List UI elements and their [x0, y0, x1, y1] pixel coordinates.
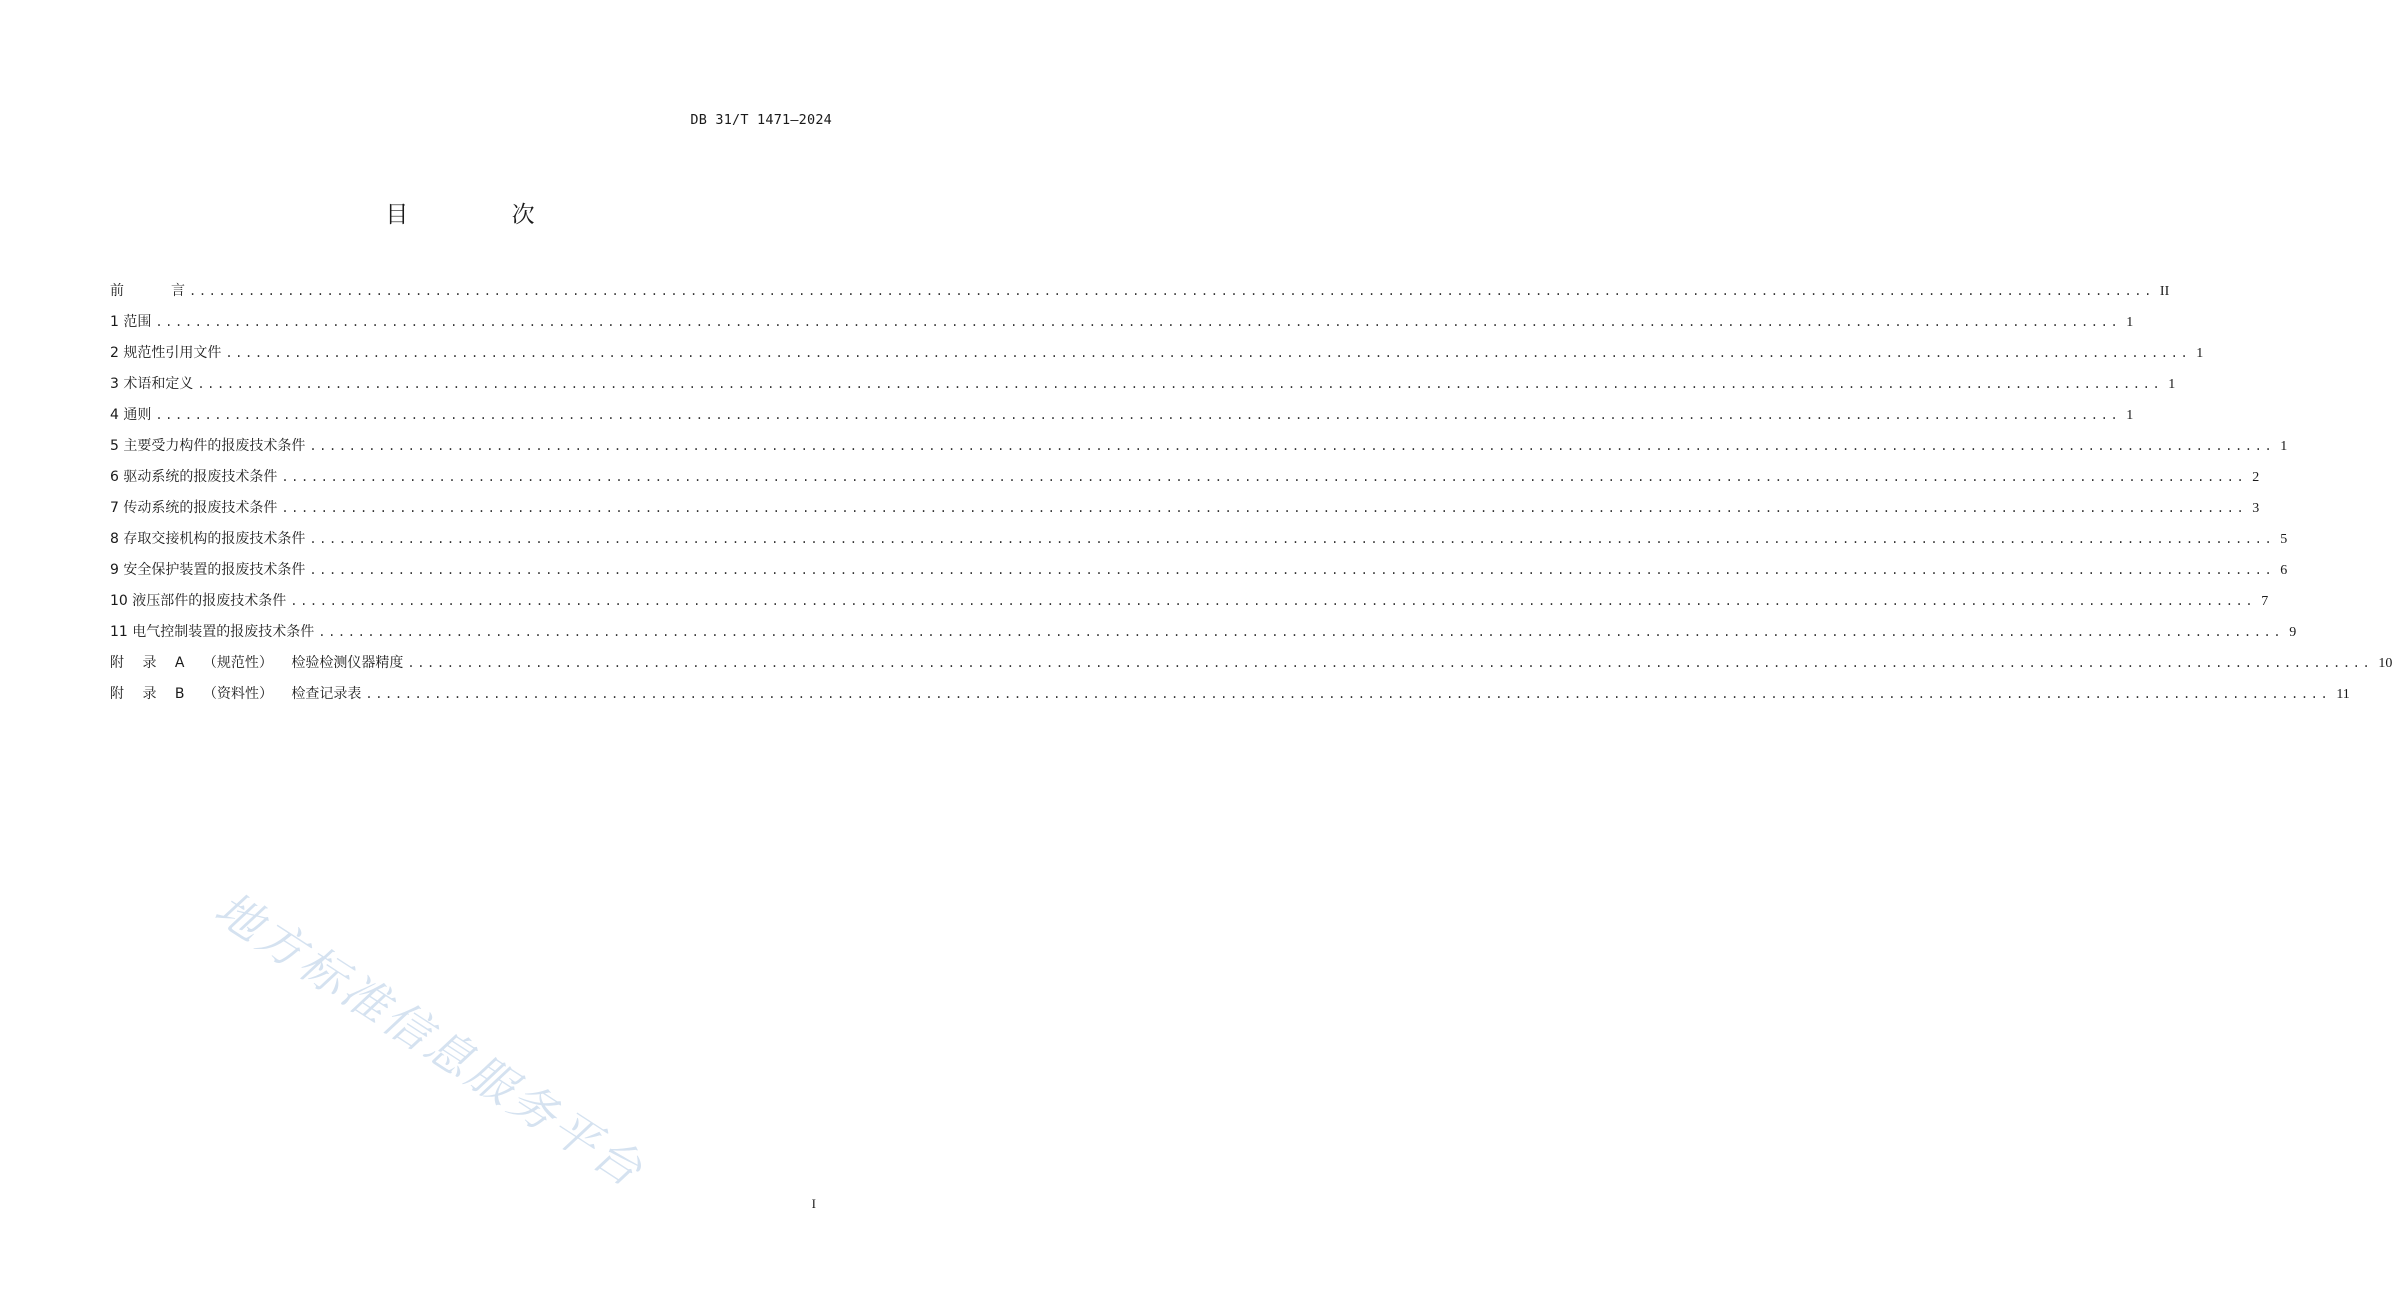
toc-entry[interactable] [110, 309, 2134, 340]
toc-entry[interactable] [110, 464, 2260, 495]
toc-entry[interactable] [110, 433, 2288, 464]
toc-leader-dots: ........................................................................................................................................................................................................ [189, 284, 2154, 298]
toc-entry-label [110, 278, 185, 304]
toc-entry-label: 4 通则 [110, 407, 152, 423]
toc-entry-label: 附 录 B （资料性） 检查记录表 [110, 686, 362, 702]
toc-entry-label: 附 录 A （规范性） 检验检测仪器精度 [110, 655, 404, 671]
toc-leader-dots: ........................................................................................................................................................................................................ [407, 656, 2373, 670]
toc-page-number: II [2159, 284, 2170, 299]
page-title: 目 次 [385, 202, 583, 228]
toc-page-number: 1 [2126, 408, 2134, 423]
toc-entry-label: 8 存取交接机构的报废技术条件 [110, 531, 306, 547]
toc-leader-dots: ........................................................................................................................................................................................................ [309, 563, 2275, 577]
toc-page-number: 2 [2252, 470, 2260, 485]
toc-leader-dots: ........................................................................................................................................................................................................ [281, 501, 2247, 515]
table-of-contents [110, 278, 2392, 712]
toc-entry[interactable] [110, 557, 2288, 588]
toc-entry-appendix-a[interactable] [110, 650, 2392, 681]
toc-entry[interactable] [110, 588, 2269, 619]
toc-leader-dots: ........................................................................................................................................................................................................ [309, 439, 2275, 453]
toc-entry-label: 3 术语和定义 [110, 376, 194, 392]
toc-entry[interactable] [110, 340, 2204, 371]
toc-page-number: 7 [2261, 594, 2269, 609]
toc-leader-dots: ........................................................................................................................................................................................................ [225, 346, 2191, 360]
toc-leader-dots: ........................................................................................................................................................................................................ [290, 594, 2256, 608]
toc-page-number: 1 [2196, 346, 2204, 361]
toc-leader-dots: ........................................................................................................................................................................................................ [155, 315, 2121, 329]
toc-entry[interactable] [110, 371, 2176, 402]
toc-leader-dots: ........................................................................................................................................................................................................ [155, 408, 2121, 422]
toc-entry[interactable] [110, 619, 2297, 650]
document-code: DB 31/T 1471—2024 [690, 112, 832, 128]
toc-leader-dots: ........................................................................................................................................................................................................ [318, 625, 2284, 639]
toc-page-number: 9 [2289, 625, 2297, 640]
toc-entry-preface[interactable] [110, 278, 2170, 309]
toc-page-number: 6 [2280, 563, 2288, 578]
toc-entry-appendix-b[interactable] [110, 681, 2350, 712]
toc-leader-dots: ........................................................................................................................................................................................................ [281, 470, 2247, 484]
footer-page-number: I [811, 1196, 816, 1211]
toc-entry-label: 10 液压部件的报废技术条件 [110, 593, 287, 609]
toc-page-number: 11 [2336, 687, 2350, 702]
toc-entry[interactable] [110, 495, 2260, 526]
toc-page-number: 3 [2252, 501, 2260, 516]
toc-entry[interactable] [110, 526, 2288, 557]
toc-entry-label-part: 前 [110, 283, 124, 299]
toc-leader-dots: ........................................................................................................................................................................................................ [309, 532, 2275, 546]
toc-page-number: 1 [2168, 377, 2176, 392]
toc-entry[interactable] [110, 402, 2134, 433]
toc-entry-label: 7 传动系统的报废技术条件 [110, 500, 278, 516]
toc-entry-label: 6 驱动系统的报废技术条件 [110, 469, 278, 485]
toc-page-number: 10 [2378, 656, 2392, 671]
toc-entry-label: 11 电气控制装置的报废技术条件 [110, 624, 315, 640]
toc-leader-dots: ........................................................................................................................................................................................................ [365, 687, 2331, 701]
toc-page-number: 1 [2126, 315, 2134, 330]
toc-entry-label: 9 安全保护装置的报废技术条件 [110, 562, 306, 578]
watermark-text: 地方标准信息服务平台 [205, 880, 655, 1199]
toc-entry-label: 5 主要受力构件的报废技术条件 [110, 438, 306, 454]
toc-page-number: 1 [2280, 439, 2288, 454]
toc-entry-label: 2 规范性引用文件 [110, 345, 222, 361]
toc-entry-label: 1 范围 [110, 314, 152, 330]
toc-page-number: 5 [2280, 532, 2288, 547]
toc-entry-label-part: 言 [171, 283, 185, 299]
toc-leader-dots: ........................................................................................................................................................................................................ [197, 377, 2163, 391]
